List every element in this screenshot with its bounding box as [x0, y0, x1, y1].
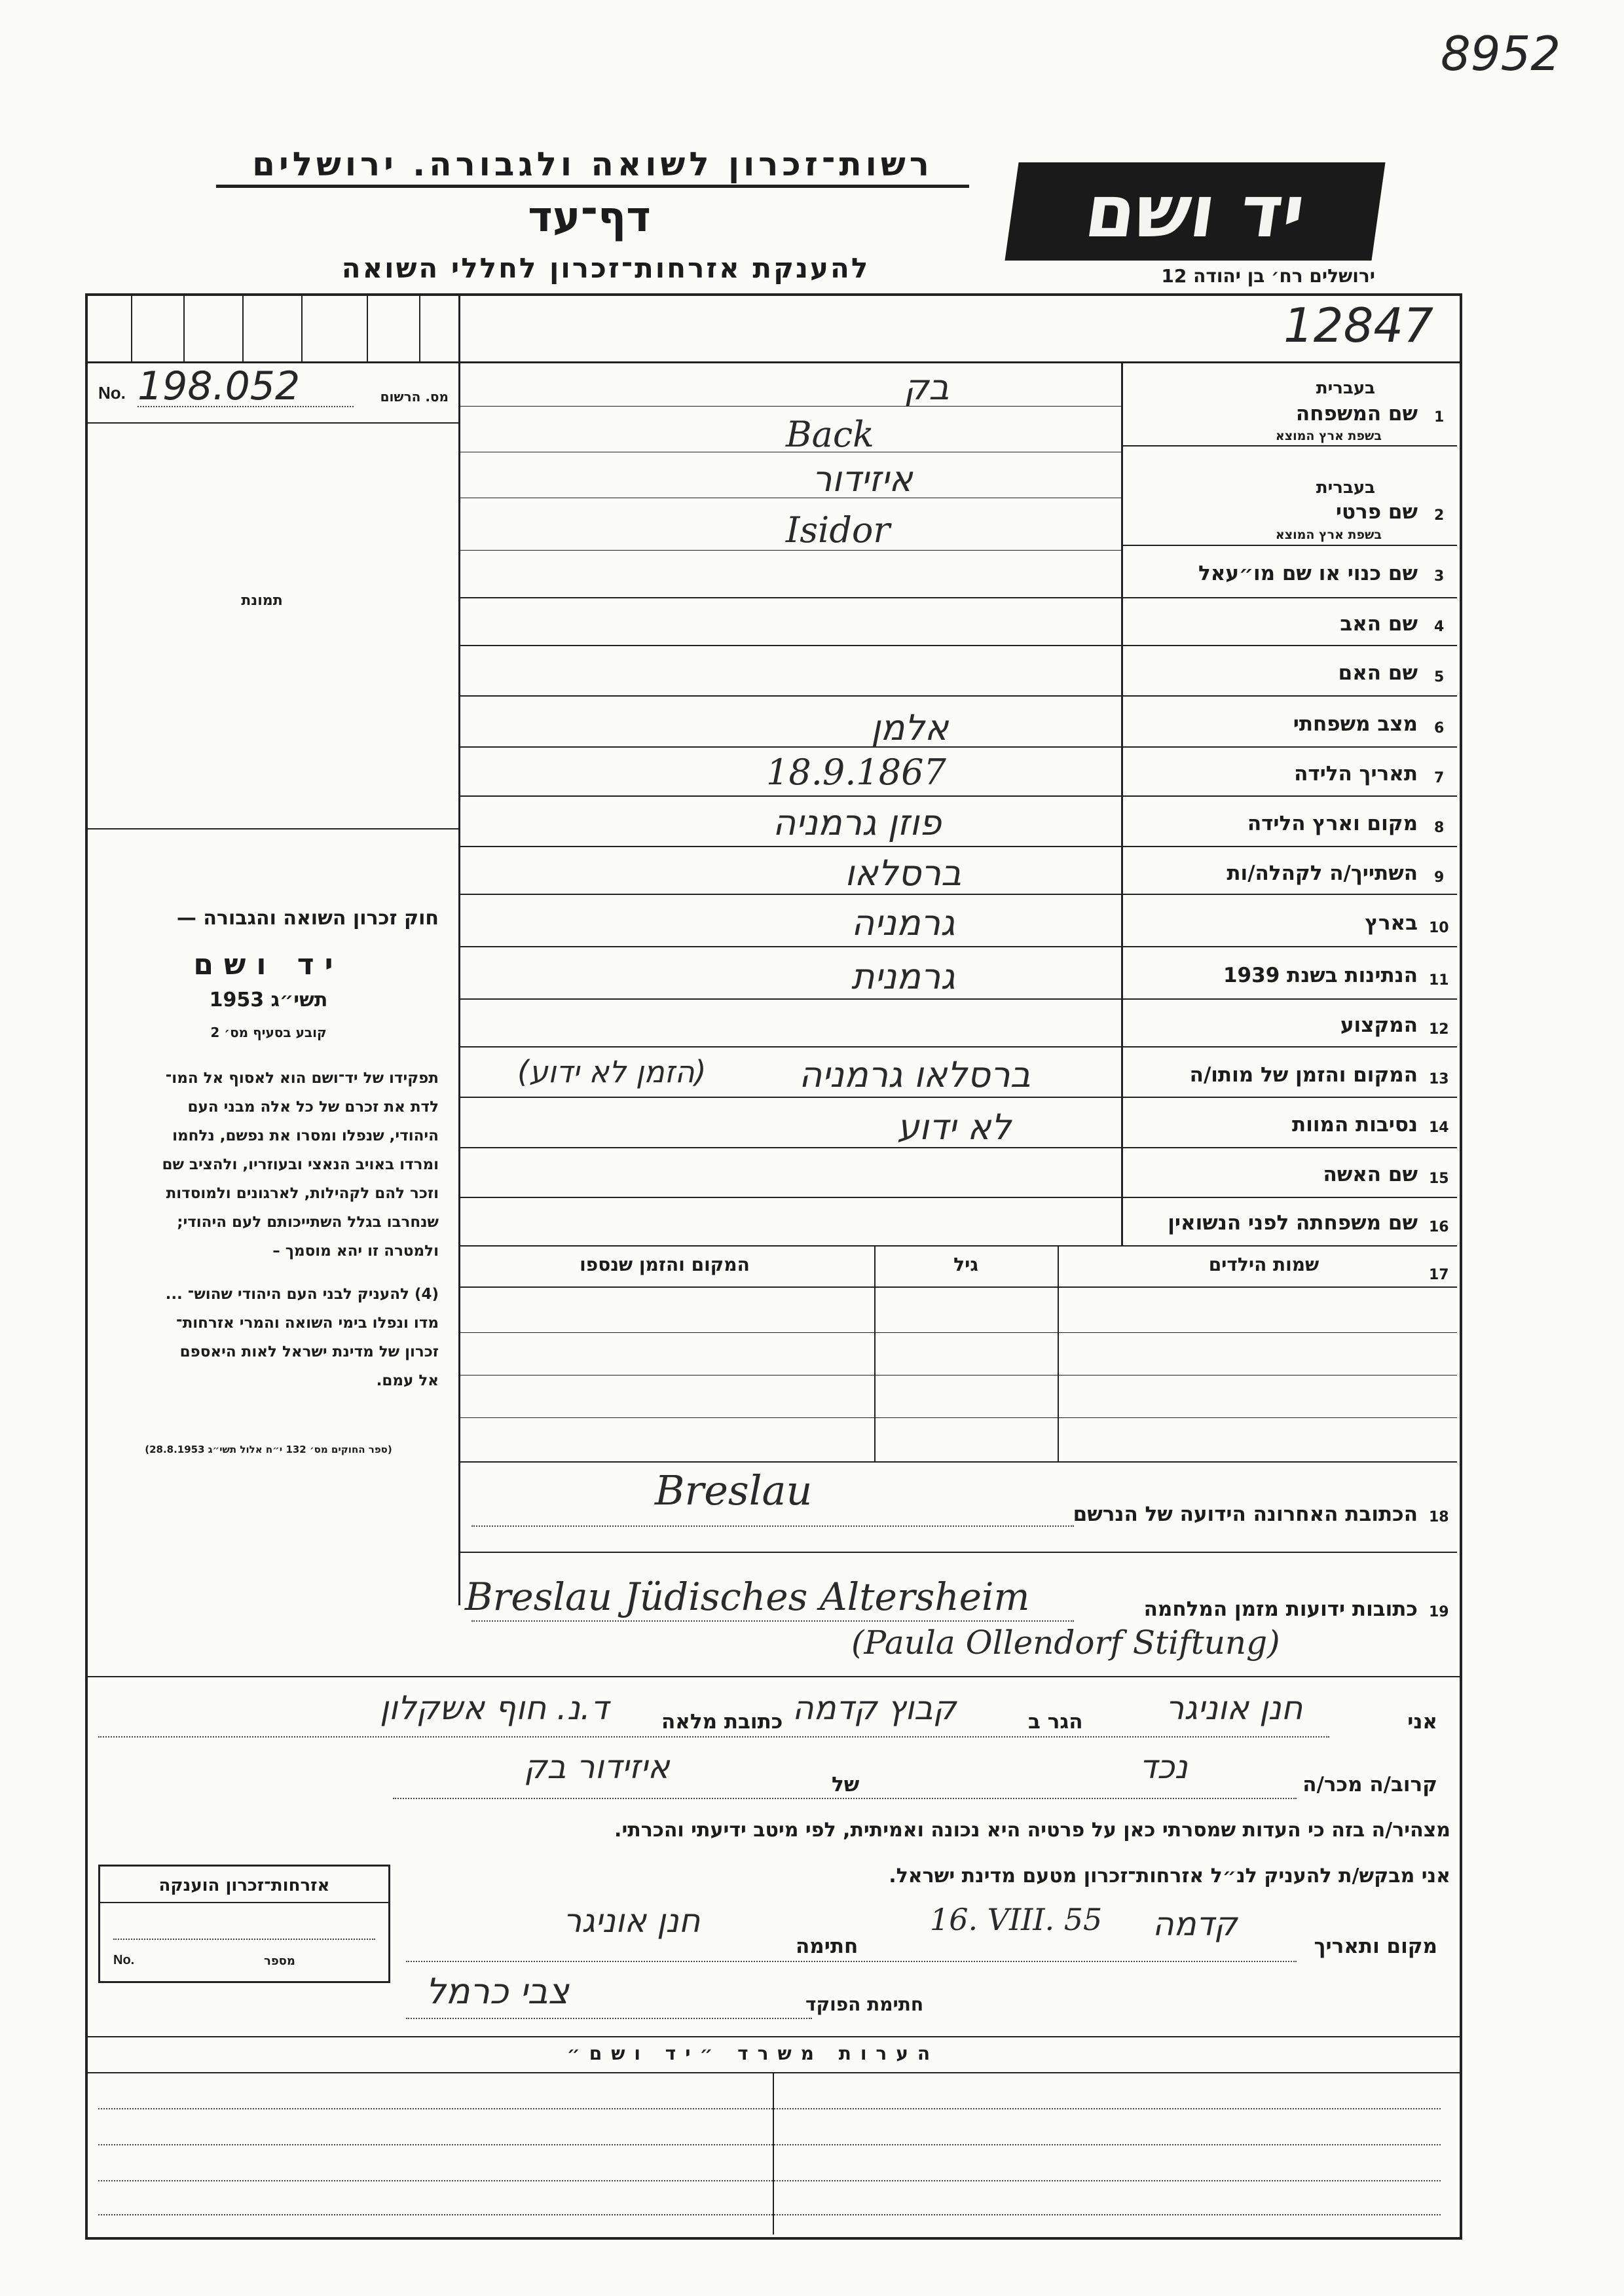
field-1-sub-origin: בשפת ארץ המוצא: [1275, 429, 1382, 443]
law-year: תשי״ג 1953: [209, 989, 328, 1011]
field-2-label: שם פרטי: [1335, 500, 1418, 524]
field-7-number: 7: [1434, 770, 1445, 786]
field-14-number: 14: [1429, 1120, 1449, 1136]
law-line: לדת את זכרם של כל אלה מבני העם: [187, 1099, 439, 1116]
registration-label: מס. הרשום: [380, 389, 449, 405]
field-15-label: שם האשה: [1323, 1163, 1418, 1186]
field-2-sub-origin: בשפת ארץ המוצא: [1275, 528, 1382, 542]
field-7-label: תאריך הלידה: [1294, 762, 1418, 786]
law-source: (ספר החוקים מס׳ 132 י״ח אלול תשי״ג 28.8.1953): [145, 1444, 392, 1455]
field-1-label: שם המשפחה: [1295, 402, 1418, 426]
field-1-value-latin: Back: [786, 414, 874, 455]
archive-number: 8952: [1441, 26, 1561, 81]
place-date-label: מקום ותאריך: [1314, 1935, 1437, 1958]
field-5-label: שם האם: [1338, 661, 1418, 685]
stamp-box-mispar: מספר: [264, 1954, 295, 1968]
law-line: ומרדו באויב הנאצי ובעוזריו, ולהציב שם: [162, 1156, 439, 1173]
field-3-label: שם כנוי או שם מו״עאל: [1198, 562, 1418, 585]
declarant-ani: אני: [1407, 1710, 1437, 1734]
field-19-label: כתובות ידועות מזמן המלחמה: [1143, 1597, 1418, 1621]
field-14-value: לא ידוע: [897, 1106, 1012, 1148]
field-2-value-latin: Isidor: [786, 509, 891, 551]
field-18-number: 18: [1429, 1509, 1449, 1525]
field-8-label: מקום וארץ הלידה: [1247, 812, 1418, 835]
official-signature-label: חתימת הפוקד: [805, 1994, 924, 2015]
field-12-label: המקצוע: [1340, 1013, 1418, 1037]
signature-label: חתימה: [796, 1935, 858, 1958]
law-line: שנחרבו בגלל השתייכותם לעם היהודי;: [177, 1214, 439, 1231]
children-names-header: שמות הילדים: [1208, 1254, 1320, 1275]
signature-value: חנן אוניגר: [563, 1902, 701, 1940]
registration-prefix: No.: [98, 383, 126, 403]
law-line: זכרון של מדינת ישראל לאות היאספם: [179, 1343, 439, 1360]
field-13-label: המקום והזמן של מותו/ה: [1189, 1063, 1418, 1087]
place-value: קדמה: [1153, 1905, 1238, 1943]
field-10-label: בארץ: [1365, 911, 1418, 935]
declarant-address: ד.נ. חוף אשקלון: [380, 1689, 609, 1727]
field-11-number: 11: [1429, 972, 1449, 989]
field-13-value-2: (הזמן לא ידוע): [517, 1054, 707, 1089]
field-1-value-hebrew: בק: [904, 367, 950, 408]
field-17-number: 17: [1429, 1267, 1449, 1283]
field-13-number: 13: [1429, 1071, 1449, 1087]
declaration-request: אני מבקש/ת להעניק לנ״ל אזרחות־זכרון מטעם מדינת ישראל.: [889, 1865, 1450, 1887]
field-11-label: הנתינות בשנת 1939: [1223, 964, 1418, 987]
law-name: יד ושם: [193, 948, 344, 981]
field-6-value: אלמן: [871, 707, 949, 748]
field-9-label: השתייך/ה לקהלה/ות: [1227, 862, 1418, 885]
field-8-number: 8: [1434, 820, 1445, 836]
field-18-label: הכתובת האחרונה הידועה של הנרשם: [1073, 1503, 1418, 1526]
law-line: היהודי, שנפלו ומסרו את נפשם, נלחמו: [172, 1127, 439, 1144]
form-title: דף־עד: [528, 193, 651, 242]
declaration-statement: מצהיר/ה בזה כי העדות שמסרתי כאן על פרטיה היא נכונה ואמיתית, לפי מיטב ידיעתי והכרתי.: [614, 1819, 1450, 1842]
field-6-number: 6: [1434, 720, 1445, 737]
field-7-value: 18.9.1867: [766, 752, 946, 793]
law-line: מדו ונפלו בימי השואה והמרי אזרחות־: [176, 1315, 439, 1332]
children-place-header: המקום והזמן שנספו: [580, 1254, 750, 1275]
form-subtitle: להענקת אזרחות־זכרון לחללי השואה: [341, 252, 870, 284]
field-1-number: 1: [1434, 409, 1445, 426]
citizenship-stamp-box: [98, 1865, 390, 1983]
relative-relation: נכד: [1139, 1748, 1188, 1786]
top-number: 12847: [1283, 298, 1434, 353]
field-10-value: גרמניה: [851, 902, 955, 943]
relative-of-name: איזידור בק: [524, 1748, 670, 1786]
field-15-number: 15: [1429, 1171, 1449, 1187]
field-5-number: 5: [1434, 669, 1445, 685]
official-signature: צבי כרמל: [426, 1971, 569, 2012]
field-13-value: ברסלאו גרמניה: [799, 1054, 1031, 1095]
field-2-sub-hebrew: בעברית: [1316, 478, 1375, 498]
field-3-number: 3: [1434, 568, 1445, 585]
registration-number: 198.052: [138, 363, 301, 409]
date-value: 16. VIII. 55: [930, 1902, 1103, 1937]
law-line: תפקידו של יד־ושם הוא לאסוף אל המו־: [165, 1070, 439, 1087]
stamp-box-no: No.: [113, 1953, 135, 1967]
field-2-value-hebrew: איזידור: [812, 458, 913, 500]
yad-vashem-logo: [1005, 162, 1385, 261]
field-1-sub-hebrew: בעברית: [1316, 378, 1375, 398]
declarant-name: חנן אוניגר: [1166, 1689, 1303, 1727]
law-line: ולמטרה זו יהא מוסמך –: [272, 1243, 439, 1260]
law-line: (4) להעניק לבני העם היהודי שהוש־ ...: [165, 1286, 439, 1303]
logo-text: יד ושם: [1080, 170, 1310, 253]
relative-label: קרוב/ה מכר/ה: [1302, 1773, 1437, 1796]
field-16-label: שם משפחתה לפני הנשואין: [1168, 1211, 1418, 1235]
law-line: אל עמם.: [376, 1372, 439, 1389]
relative-shel: של: [832, 1773, 860, 1796]
declarant-gar-b: הגר ב: [1028, 1710, 1083, 1734]
field-8-value: פוזן גרמניה: [773, 802, 942, 843]
remarks-title: הערות משרד ״יד ושם״: [566, 2043, 940, 2064]
address: ירושלים רח׳ בן יהודה 12: [1161, 265, 1375, 287]
law-title: חוק זכרון השואה והגבורה —: [176, 907, 439, 930]
field-19-value-1: Breslau Jüdisches Altersheim: [465, 1575, 1030, 1619]
field-14-label: נסיבות המוות: [1292, 1113, 1418, 1137]
children-age-header: גיל: [953, 1254, 978, 1275]
law-text-1: [98, 1064, 439, 1266]
field-9-number: 9: [1434, 869, 1445, 886]
field-12-number: 12: [1429, 1021, 1449, 1038]
field-11-value: גרמנית: [851, 956, 955, 997]
field-19-value-2: (Paula Ollendorf Stiftung): [851, 1624, 1280, 1662]
field-16-number: 16: [1429, 1219, 1449, 1235]
law-text-2: [98, 1280, 439, 1395]
field-2-number: 2: [1434, 507, 1445, 524]
field-18-value: Breslau: [655, 1467, 813, 1514]
field-4-label: שם האב: [1340, 612, 1418, 636]
field-10-number: 10: [1429, 920, 1449, 936]
law-line: וזכר להם לקהילות, לארגונים ולמוסדות: [166, 1185, 439, 1202]
stamp-box-title: אזרחות־זכרון הוענקה: [100, 1876, 388, 1903]
field-4-number: 4: [1434, 619, 1445, 635]
field-9-value: ברסלאו: [845, 852, 962, 894]
field-6-label: מצב משפחתי: [1293, 712, 1418, 736]
law-clause: קובע בסעיף מס׳ 2: [210, 1025, 327, 1040]
declarant-address-label: כתובת מלאה: [661, 1710, 783, 1734]
declarant-city: קבוץ קדמה: [792, 1689, 957, 1727]
photo-label: תמונת: [241, 592, 283, 609]
field-19-number: 19: [1429, 1604, 1449, 1620]
authority-title: רשות־זכרון לשואה ולגבורה. ירושלים: [216, 145, 969, 188]
